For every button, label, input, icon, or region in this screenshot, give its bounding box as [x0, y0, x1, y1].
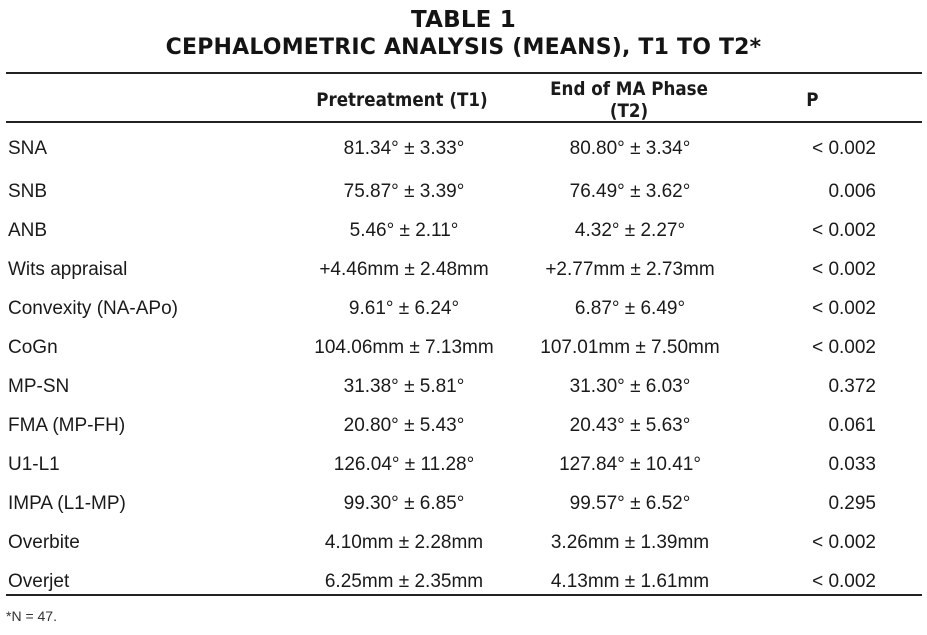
p-value: < 0.002 — [812, 570, 876, 592]
pretreatment-value: 75.87° ± 3.39° — [343, 180, 465, 202]
pretreatment-value: 31.38° ± 5.81° — [343, 375, 465, 397]
end-of-ma-value: 3.26mm ± 1.39mm — [550, 531, 710, 553]
p-value: 0.295 — [828, 492, 876, 514]
row-label: ANB — [8, 219, 48, 241]
end-of-ma-value: 6.87° ± 6.49° — [574, 297, 686, 319]
pretreatment-value: 4.10mm ± 2.28mm — [324, 531, 484, 553]
pretreatment-value: 126.04° ± 11.28° — [333, 453, 475, 475]
table-row — [6, 172, 922, 211]
header-pretreatment: Pretreatment (T1) — [316, 89, 488, 111]
table-row — [6, 484, 922, 523]
header-p-value: P — [806, 89, 819, 111]
header-measure — [22, 78, 253, 122]
table-row — [6, 122, 922, 172]
table-row — [6, 445, 922, 484]
table-caption: CEPHALOMETRIC ANALYSIS (MEANS), T1 TO T2* — [165, 35, 762, 60]
p-value: 0.061 — [828, 414, 876, 436]
end-of-ma-value: 4.32° ± 2.27° — [574, 219, 686, 241]
row-label: CoGn — [8, 336, 58, 358]
pretreatment-value: 5.46° ± 2.11° — [349, 219, 459, 241]
p-value: < 0.002 — [812, 297, 876, 319]
end-of-ma-value: 107.01mm ± 7.50mm — [540, 336, 720, 358]
row-label: FMA (MP-FH) — [8, 414, 126, 436]
row-label: MP-SN — [8, 375, 70, 397]
pretreatment-value: 104.06mm ± 7.13mm — [314, 336, 494, 358]
table-row — [6, 289, 922, 328]
table-row — [6, 250, 922, 289]
table-row — [6, 328, 922, 367]
row-label: Overjet — [8, 570, 70, 592]
end-of-ma-value: 31.30° ± 6.03° — [569, 375, 691, 397]
end-of-ma-value: 127.84° ± 10.41° — [559, 453, 701, 475]
end-of-ma-value: +2.77mm ± 2.73mm — [545, 258, 715, 280]
end-of-ma-value: 20.43° ± 5.63° — [569, 414, 691, 436]
top-rule — [6, 72, 922, 74]
pretreatment-value: 81.34° ± 3.33° — [343, 138, 465, 159]
row-label: Overbite — [8, 531, 80, 553]
row-label: SNA — [8, 138, 48, 159]
end-of-ma-value: 99.57° ± 6.52° — [569, 492, 691, 514]
table-row — [6, 367, 922, 406]
row-label: IMPA (L1-MP) — [8, 492, 126, 514]
row-label: U1-L1 — [8, 453, 60, 475]
pretreatment-value: 20.80° ± 5.43° — [343, 414, 465, 436]
p-value: < 0.002 — [812, 138, 876, 159]
footnote: *N = 47. — [6, 608, 57, 624]
table-row — [6, 211, 922, 250]
pretreatment-value: 9.61° ± 6.24° — [348, 297, 460, 319]
row-label: Wits appraisal — [8, 258, 128, 280]
pretreatment-value: 6.25mm ± 2.35mm — [324, 570, 484, 592]
p-value: 0.006 — [828, 180, 876, 202]
p-value: 0.033 — [828, 453, 876, 475]
table-row — [6, 406, 922, 445]
p-value: < 0.002 — [812, 336, 876, 358]
p-value: < 0.002 — [812, 219, 876, 241]
end-of-ma-value: 4.13mm ± 1.61mm — [550, 570, 710, 592]
end-of-ma-value: 80.80° ± 3.34° — [569, 138, 691, 159]
p-value: < 0.002 — [812, 531, 876, 553]
end-of-ma-value: 76.49° ± 3.62° — [569, 180, 691, 202]
table-title — [0, 6, 927, 62]
row-label: SNB — [8, 180, 48, 202]
table-row — [6, 562, 922, 601]
p-value: 0.372 — [828, 375, 876, 397]
pretreatment-value: 99.30° ± 6.85° — [343, 492, 465, 514]
header-end-of-ma-phase: End of MA Phase (T2) — [550, 78, 708, 122]
table-row — [6, 523, 922, 562]
row-label: Convexity (NA-APo) — [8, 297, 178, 319]
header-row — [6, 78, 922, 122]
table-number: TABLE 1 — [410, 7, 516, 33]
pretreatment-value: +4.46mm ± 2.48mm — [319, 258, 489, 280]
cephalometric-table — [6, 78, 922, 601]
p-value: < 0.002 — [812, 258, 876, 280]
